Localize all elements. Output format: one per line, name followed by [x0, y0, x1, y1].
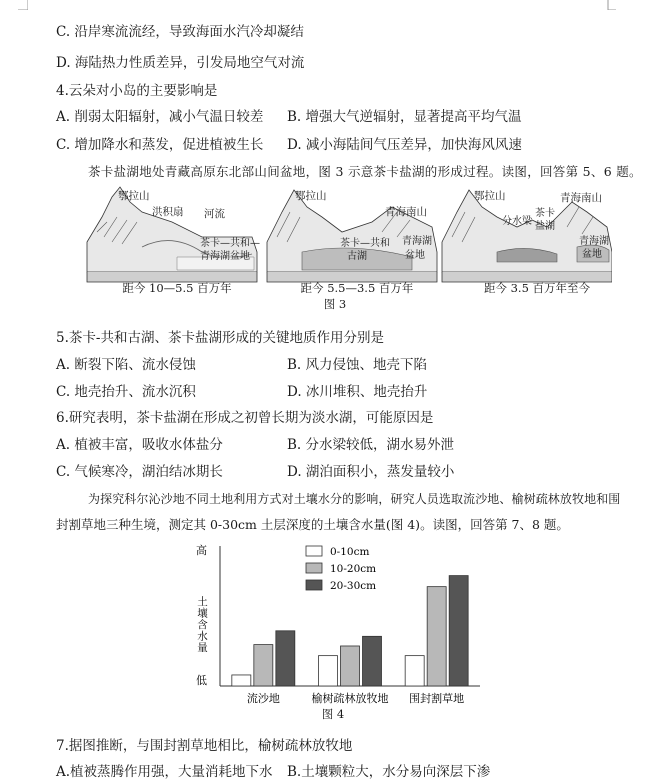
fig3-p1-label-elashan: 鄂拉山 [118, 190, 150, 202]
fig3-p2-label-qinghainanshan: 青海南山 [385, 206, 427, 218]
q7-option-b: B.土壤颗粒大，水分易向深层下渗 [287, 764, 491, 780]
q3-option-c: C. 沿岸寒流流经，导致海面水汽冷却凝结 [56, 24, 304, 40]
chart-ylabel: 土壤含水量 [196, 596, 208, 654]
fig3-p1-label-basin-a: 茶卡—共和— [200, 238, 260, 249]
legend-swatch-0-10cm [306, 546, 322, 556]
q6-option-d: D. 湖泊面积小，蒸发量较小 [287, 464, 455, 480]
passage-horqin-line2: 封割草地三种生境，测定其 0-30cm 土层深度的土壤含水量(图 4)。读图，回答第 7、8 题。 [56, 517, 569, 532]
fig3-p3-label-chaka: 茶卡 [535, 208, 555, 219]
x-tick-label: 榆树疏林放牧地 [311, 692, 389, 705]
x-tick-label: 流沙地 [246, 692, 280, 705]
fig3-p2-label-qinghaihu: 青海湖 [402, 236, 432, 247]
corner-mark-top-left [18, 0, 28, 10]
bar-2-0-10cm [319, 656, 338, 686]
q3-option-d: D. 海陆热力性质差异，引发局地空气对流 [56, 55, 305, 71]
legend-label: 10-20cm [330, 563, 377, 575]
corner-mark-top-right [606, 0, 616, 10]
figure-3 [82, 182, 612, 312]
bar-3-10-20cm [427, 587, 446, 686]
figure-3-caption: 图 3 [323, 297, 347, 311]
fig3-p1-period: 距今 10—5.5 百万年 [122, 281, 232, 295]
q4-option-a: A. 削弱太阳辐射，减小气温日较差 [56, 109, 264, 125]
bar-1-0-10cm [232, 675, 251, 686]
fig3-p3-label-watershed: 分水梁 [502, 216, 532, 227]
q6-option-c: C. 气候寒冷，湖泊结冰期长 [56, 464, 223, 480]
q4-option-c: C. 增加降水和蒸发，促进植被生长 [56, 137, 264, 153]
fig3-p3-label-salt-lake: 盐湖 [535, 221, 555, 232]
q5-option-c: C. 地壳抬升、流水沉积 [56, 384, 196, 400]
bar-1-10-20cm [254, 645, 273, 686]
bar-3-0-10cm [405, 656, 424, 686]
legend-label: 0-10cm [330, 546, 370, 558]
fig3-p2-label-basin: 盆地 [405, 250, 425, 261]
q4-option-d: D. 减小海陆间气压差异，加快海风风速 [287, 137, 522, 153]
legend-label: 20-30cm [330, 580, 377, 592]
chart-ytick-low: 低 [196, 674, 207, 687]
fig3-p3-label-elashan: 鄂拉山 [474, 190, 506, 202]
bar-1-20-30cm [276, 631, 295, 686]
legend-swatch-20-30cm [306, 580, 322, 590]
q4-option-b: B. 增强大气逆辐射，显著提高平均气温 [287, 109, 522, 125]
fig3-p3-label-qinghaihu: 青海湖 [579, 236, 609, 247]
fig3-p2-label-ancient-lake: 古湖 [347, 251, 367, 262]
figure-4-caption: 图 4 [321, 707, 345, 721]
q7-stem: 7.据图推断，与围封割草地相比，榆树疏林放牧地 [56, 738, 353, 754]
bar-2-10-20cm [341, 646, 360, 686]
q5-option-b: B. 风力侵蚀、地壳下陷 [287, 357, 428, 373]
fig3-p3-label-basin: 盆地 [582, 249, 602, 260]
q5-option-d: D. 冰川堆积、地壳抬升 [287, 384, 428, 400]
legend-swatch-10-20cm [306, 563, 322, 573]
fig3-p3-label-qinghainanshan: 青海南山 [560, 192, 602, 204]
chart-ytick-high: 高 [196, 544, 207, 557]
fig3-p1-label-basin-b: 青海湖盆地 [200, 251, 250, 262]
bar-2-20-30cm [363, 636, 382, 686]
bar-3-20-30cm [449, 576, 468, 686]
fig3-p3-period: 距今 3.5 百万年至今 [483, 281, 591, 295]
fig3-p2-label-chaka-gonghe: 茶卡—共和 [340, 238, 390, 249]
passage-chaka: 茶卡盐湖地处青藏高原东北部山间盆地，图 3 示意茶卡盐湖的形成过程。读图，回答第 5、6 题。 [88, 164, 642, 179]
q5-stem: 5.茶卡-共和古湖、茶卡盐湖形成的关键地质作用分别是 [56, 330, 384, 346]
fig3-p1-label-alluvial-fan: 洪积扇 [152, 206, 184, 218]
passage-horqin-line1: 为探究科尔沁沙地不同土地利用方式对土壤水分的影响，研究人员选取流沙地、榆树疏林放牧地和围 [88, 492, 621, 506]
x-tick-label: 围封割草地 [409, 692, 465, 705]
q5-option-a: A. 断裂下陷、流水侵蚀 [56, 357, 196, 373]
q6-stem: 6.研究表明，茶卡盐湖在形成之初曾长期为淡水湖，可能原因是 [56, 410, 434, 426]
fig3-p2-period: 距今 5.5—3.5 百万年 [300, 281, 414, 295]
q6-option-a: A. 植被丰富，吸收水体盐分 [56, 437, 223, 453]
q6-option-b: B. 分水梁较低，湖水易外泄 [287, 437, 455, 453]
fig3-p2-label-elashan: 鄂拉山 [295, 190, 327, 202]
q7-option-a: A.植被蒸腾作用强，大量消耗地下水 [56, 764, 273, 780]
q4-stem: 4.云朵对小岛的主要影响是 [56, 83, 218, 99]
fig3-p1-label-river: 河流 [204, 208, 225, 220]
